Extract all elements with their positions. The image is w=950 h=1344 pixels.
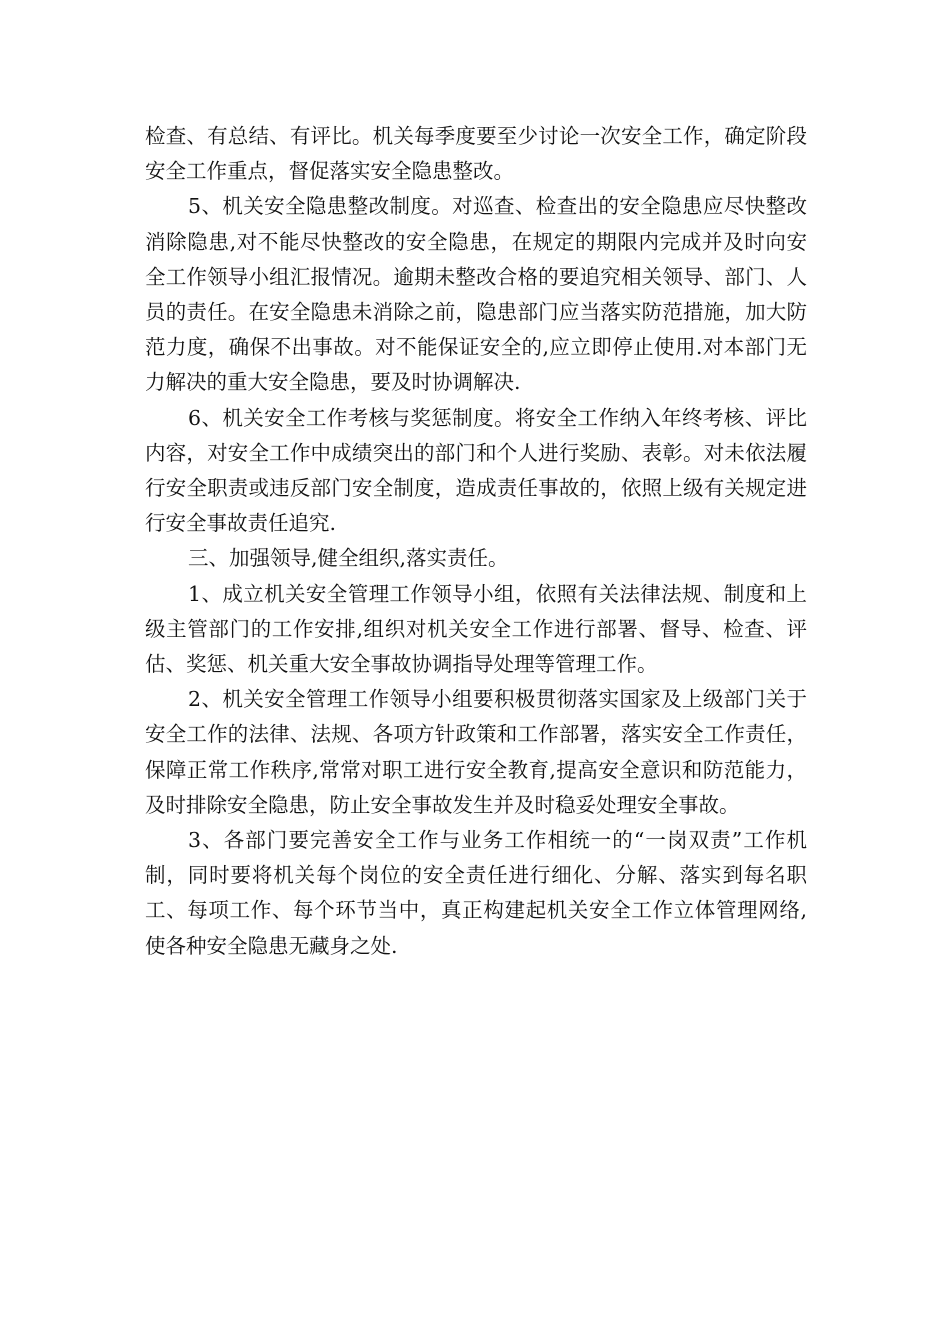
paragraph-item-6: 6、机关安全工作考核与奖惩制度。将安全工作纳入年终考核、评比内容，对安全工作中成绩突出的部门和个人进行奖励、表彰。对未依法履行安全职责或违反部门安全制度，造成责任事故的，依照上级有关规定进行安全事故责任追究. [145, 405, 807, 536]
paragraph-item-3: 3、各部门要完善安全工作与业务工作相统一的“一岗双责”工作机制，同时要将机关每个岗位的安全责任进行细化、分解、落实到每名职工、每项工作、每个环节当中，真正构建起机关安全工作立体管理网络,使各种安全隐患无藏身之处. [145, 828, 807, 958]
paragraph-item-1: 1、成立机关安全管理工作领导小组，依照有关法律法规、制度和上级主管部门的工作安排,组织对机关安全工作进行部署、督导、检查、评估、奖惩、机关重大安全事故协调指导处理等管理工作。 [145, 581, 807, 677]
paragraph-continuation: 检查、有总结、有评比。机关每季度要至少讨论一次安全工作，确定阶段安全工作重点，督促落实安全隐患整改。 [145, 124, 807, 184]
paragraph-item-2: 2、机关安全管理工作领导小组要积极贯彻落实国家及上级部门关于安全工作的法律、法规、各项方针政策和工作部署，落实安全工作责任，保障正常工作秩序,常常对职工进行安全教育,提高安全意识和防范能力，及时排除安全隐患，防止安全事故发生并及时稳妥处理安全事故。 [145, 687, 807, 817]
section-heading-3: 三、加强领导,健全组织,落实责任。 [188, 546, 509, 571]
document-page [145, 119, 807, 964]
paragraph-item-5: 5、机关安全隐患整改制度。对巡查、检查出的安全隐患应尽快整改消除隐患,对不能尽快整改的安全隐患，在规定的期限内完成并及时向安全工作领导小组汇报情况。逾期未整改合格的要追究相关领导、部门、人员的责任。在安全隐患未消除之前，隐患部门应当落实防范措施，加大防范力度，确保不出事故。对不能保证安全的,应立即停止使用.对本部门无力解决的重大安全隐患，要及时协调解决. [145, 194, 807, 395]
